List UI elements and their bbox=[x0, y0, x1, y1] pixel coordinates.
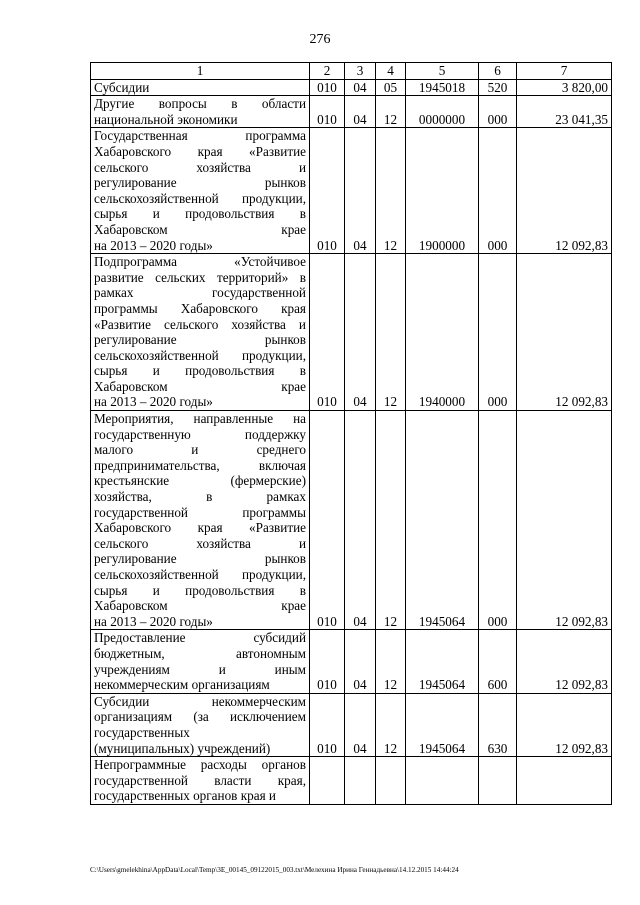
row-name-cell bbox=[91, 630, 310, 693]
row-name-line: бюджетным, автономным bbox=[94, 645, 306, 661]
amount-cell: 23 041,35 bbox=[517, 96, 612, 128]
table-row bbox=[91, 79, 612, 96]
header-cell: 5 bbox=[406, 63, 479, 80]
code-cell: 010 bbox=[310, 79, 345, 96]
row-name-line: государственной программы bbox=[94, 504, 306, 520]
table-row bbox=[91, 128, 612, 254]
row-name-line: Хабаровском крае bbox=[94, 221, 306, 237]
row-name-line: национальной экономики bbox=[94, 111, 238, 127]
expense-type-cell: 000 bbox=[479, 254, 517, 411]
row-name-line: сырья и продовольствия в bbox=[94, 206, 306, 222]
row-name-line: Хабаровском крае bbox=[94, 378, 306, 394]
page-number: 276 bbox=[309, 32, 331, 47]
budget-table bbox=[90, 62, 612, 805]
expense-type-cell: 000 bbox=[479, 96, 517, 128]
row-name-cell bbox=[91, 79, 310, 96]
row-name-line: Непрограммные расходы органов bbox=[94, 757, 306, 773]
table-header-row bbox=[91, 63, 612, 80]
row-name-line: крестьянские (фермерские) bbox=[94, 473, 306, 489]
target-article-cell: 1945064 bbox=[406, 630, 479, 693]
row-name-cell bbox=[91, 254, 310, 411]
amount-cell: 3 820,00 bbox=[517, 79, 612, 96]
row-name-line: (муниципальных) учреждений) bbox=[94, 740, 271, 756]
table-row bbox=[91, 757, 612, 805]
row-name-line: государственную поддержку bbox=[94, 426, 306, 442]
row-name-line: Государственная программа bbox=[94, 128, 306, 144]
row-name-line: хозяйства, в рамках bbox=[94, 489, 306, 505]
row-name-cell bbox=[91, 96, 310, 128]
section-cell: 04 bbox=[345, 254, 376, 411]
row-name-line: Субсидии некоммерческим bbox=[94, 693, 306, 709]
expense-type-cell: 000 bbox=[479, 411, 517, 630]
row-name-line: регулирование рынков bbox=[94, 551, 306, 567]
row-name-line: Хабаровского края «Развитие bbox=[94, 143, 306, 159]
row-name-cell bbox=[91, 757, 310, 805]
subsection-cell: 12 bbox=[376, 630, 406, 693]
header-cell: 7 bbox=[517, 63, 612, 80]
expense-type-cell: 520 bbox=[479, 79, 517, 96]
row-name-line: Предоставление субсидий bbox=[94, 630, 306, 646]
target-article-cell: 1900000 bbox=[406, 128, 479, 254]
row-name-line: сельского хозяйства и bbox=[94, 535, 306, 551]
subsection-cell: 12 bbox=[376, 128, 406, 254]
section-cell: 04 bbox=[345, 630, 376, 693]
row-name-line: Хабаровском крае bbox=[94, 598, 306, 614]
table-row bbox=[91, 96, 612, 128]
target-article-cell: 1945064 bbox=[406, 693, 479, 756]
row-name-line: сырья и продовольствия в bbox=[94, 363, 306, 379]
table-row bbox=[91, 411, 612, 630]
subsection-cell: 05 bbox=[376, 79, 406, 96]
table-row bbox=[91, 630, 612, 693]
row-name-line: сырья и продовольствия в bbox=[94, 582, 306, 598]
row-name-cell bbox=[91, 411, 310, 630]
subsection-cell: 12 bbox=[376, 254, 406, 411]
row-name-line: Подпрограмма «Устойчивое bbox=[94, 254, 306, 270]
row-name-line: Хабаровского края «Развитие bbox=[94, 520, 306, 536]
row-name-line: государственной власти края, bbox=[94, 772, 306, 788]
row-name-line: Другие вопросы в области bbox=[94, 96, 306, 112]
target-article-cell: 1945018 bbox=[406, 79, 479, 96]
row-name-line: программы Хабаровского края bbox=[94, 300, 306, 316]
row-name-line: учреждениям и иным bbox=[94, 661, 306, 677]
amount-cell: 12 092,83 bbox=[517, 693, 612, 756]
code-cell: 010 bbox=[310, 411, 345, 630]
code-cell: 010 bbox=[310, 693, 345, 756]
row-name-line: государственных bbox=[94, 724, 190, 740]
header-cell: 6 bbox=[479, 63, 517, 80]
amount-cell: 12 092,83 bbox=[517, 411, 612, 630]
code-cell bbox=[310, 757, 345, 805]
section-cell: 04 bbox=[345, 79, 376, 96]
subsection-cell: 12 bbox=[376, 693, 406, 756]
row-name-line: «Развитие сельского хозяйства и bbox=[94, 316, 306, 332]
row-name-line: на 2013 – 2020 годы» bbox=[94, 394, 213, 410]
section-cell: 04 bbox=[345, 693, 376, 756]
row-name-line: сельскохозяйственной продукции, bbox=[94, 347, 306, 363]
target-article-cell: 0000000 bbox=[406, 96, 479, 128]
amount-cell: 12 092,83 bbox=[517, 128, 612, 254]
row-name-line: предпринимательства, включая bbox=[94, 457, 306, 473]
row-name-cell bbox=[91, 693, 310, 756]
code-cell: 010 bbox=[310, 254, 345, 411]
target-article-cell bbox=[406, 757, 479, 805]
subsection-cell bbox=[376, 757, 406, 805]
row-name-cell bbox=[91, 128, 310, 254]
row-name-line: на 2013 – 2020 годы» bbox=[94, 237, 213, 253]
file-path-footer: C:\Users\gmelekhina\AppData\Local\Temp\3E_00145_09122015_003.txt\Мелехина Ирина Геннадьевна\14.12.2015 14:44:24 bbox=[90, 866, 459, 874]
expense-type-cell: 630 bbox=[479, 693, 517, 756]
row-name-line: сельского хозяйства и bbox=[94, 159, 306, 175]
row-name-line: малого и среднего bbox=[94, 442, 306, 458]
subsection-cell: 12 bbox=[376, 411, 406, 630]
section-cell bbox=[345, 757, 376, 805]
row-name-line: организациям (за исключением bbox=[94, 709, 306, 725]
section-cell: 04 bbox=[345, 411, 376, 630]
header-cell: 2 bbox=[310, 63, 345, 80]
row-name-line: некоммерческим организациям bbox=[94, 677, 270, 693]
row-name-line: регулирование рынков bbox=[94, 175, 306, 191]
row-name-line: развитие сельских территорий» в bbox=[94, 269, 306, 285]
amount-cell: 12 092,83 bbox=[517, 254, 612, 411]
expense-type-cell: 000 bbox=[479, 128, 517, 254]
code-cell: 010 bbox=[310, 630, 345, 693]
row-name-line: Мероприятия, направленные на bbox=[94, 411, 306, 427]
subsection-cell: 12 bbox=[376, 96, 406, 128]
code-cell: 010 bbox=[310, 128, 345, 254]
table-row bbox=[91, 254, 612, 411]
code-cell: 010 bbox=[310, 96, 345, 128]
header-cell: 3 bbox=[345, 63, 376, 80]
expense-type-cell: 600 bbox=[479, 630, 517, 693]
row-name-line: сельскохозяйственной продукции, bbox=[94, 190, 306, 206]
row-name-line: государственных органов края и bbox=[94, 788, 276, 804]
header-cell: 1 bbox=[91, 63, 310, 80]
expense-type-cell bbox=[479, 757, 517, 805]
row-name-line: Субсидии bbox=[94, 79, 150, 95]
row-name-line: регулирование рынков bbox=[94, 332, 306, 348]
target-article-cell: 1940000 bbox=[406, 254, 479, 411]
row-name-line: сельскохозяйственной продукции, bbox=[94, 567, 306, 582]
section-cell: 04 bbox=[345, 96, 376, 128]
amount-cell: 12 092,83 bbox=[517, 630, 612, 693]
header-cell: 4 bbox=[376, 63, 406, 80]
target-article-cell: 1945064 bbox=[406, 411, 479, 630]
section-cell: 04 bbox=[345, 128, 376, 254]
row-name-line: рамках государственной bbox=[94, 285, 306, 301]
row-name-line: на 2013 – 2020 годы» bbox=[94, 613, 213, 629]
table-row bbox=[91, 693, 612, 756]
amount-cell bbox=[517, 757, 612, 805]
